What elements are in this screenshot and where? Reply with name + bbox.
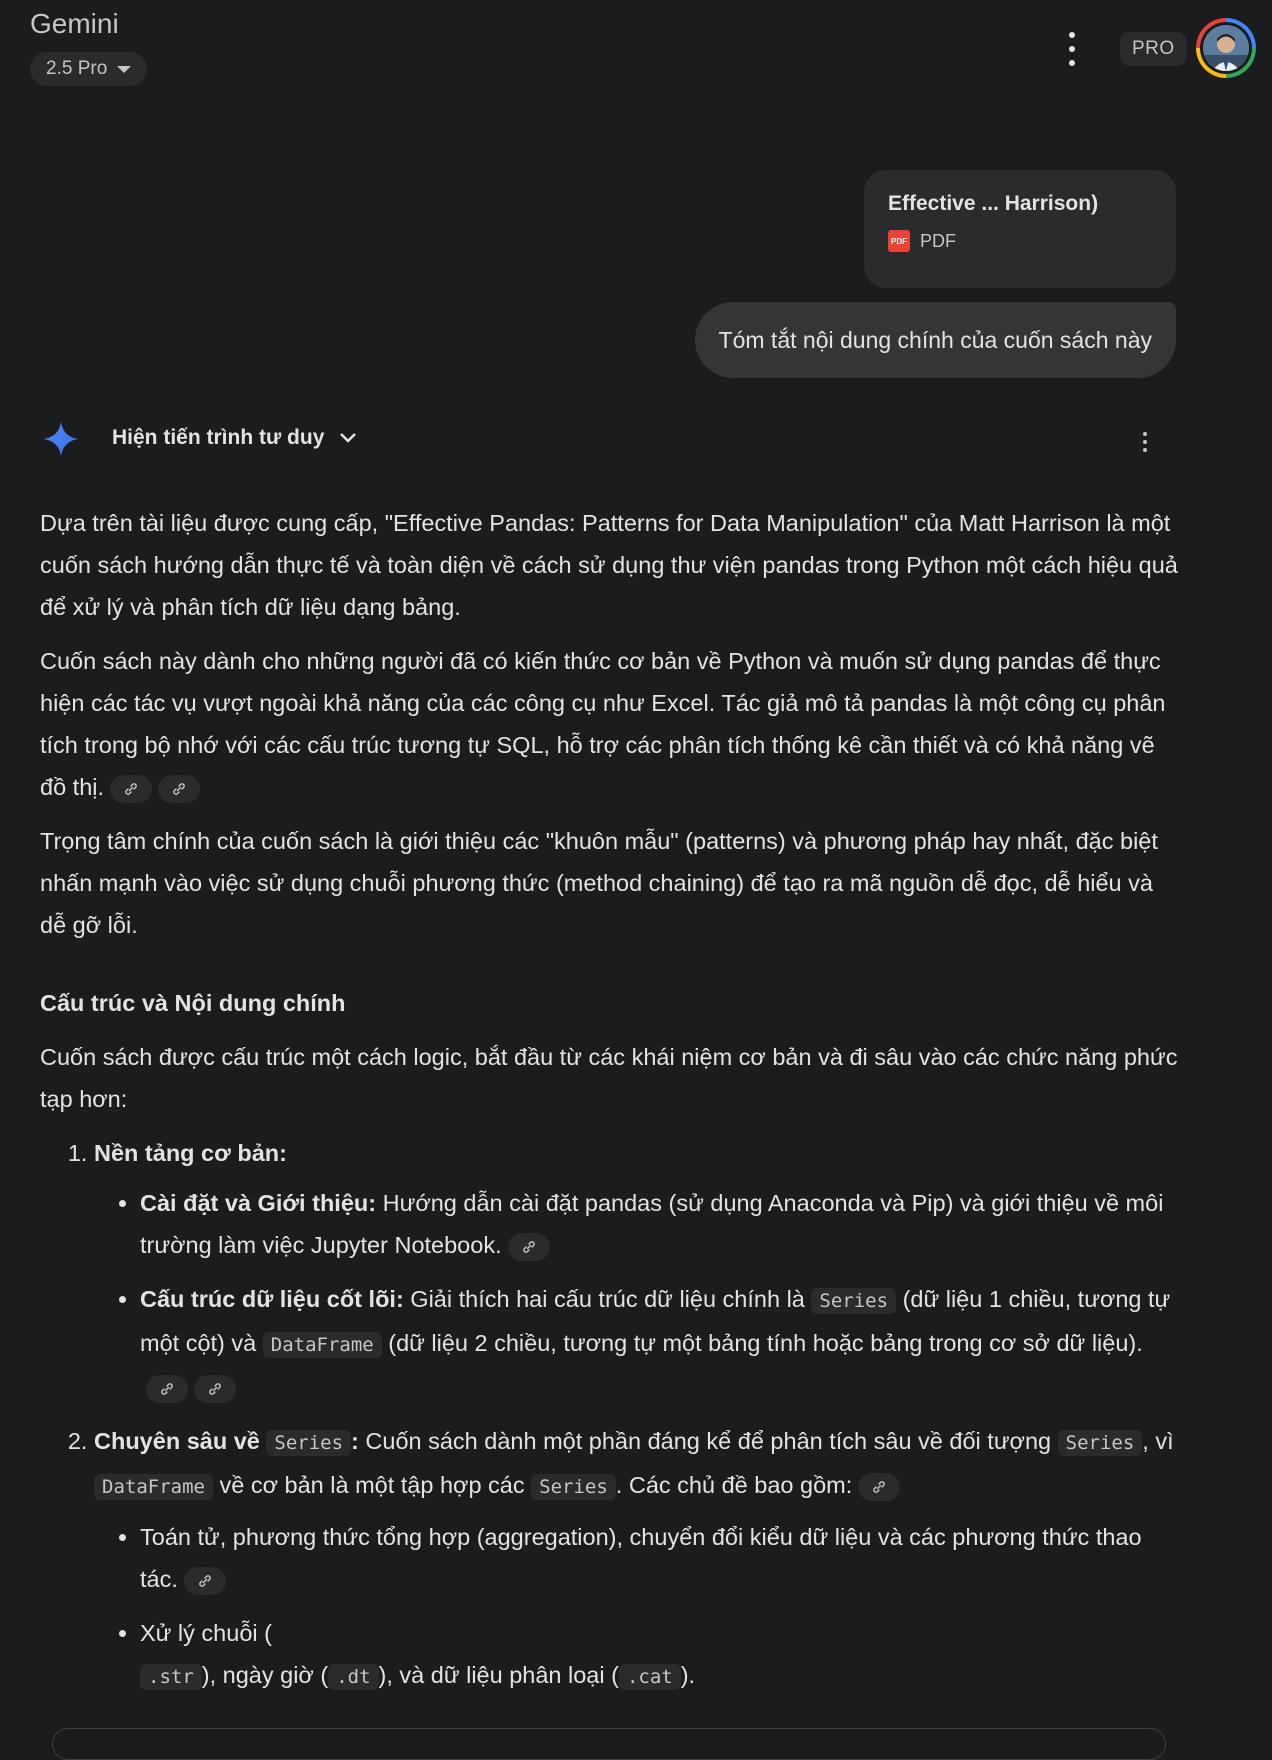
list-item: 2. Chuyên sâu về Series : Cuốn sách dành một phần đáng kể để phân tích sâu về đối tượng Series , vì DataFrame về cơ bản là một tập hợp các Series . Các chủ đề bao gồm: • Toán tử, phương thức tổng hợp (aggregation), chuyển đổi kiểu dữ liệu và các phương thức thao tác. • Xử lý chuỗi ( .str ), ngày giờ ( .dt ), và dữ liệu phân loại ( .cat ). [94,1420,1180,1698]
paragraph-structure: Cuốn sách được cấu trúc một cách logic, bắt đầu từ các khái niệm cơ bản và đi sâu vào các chức năng phức tạp hơn: [40,1044,1178,1112]
avatar[interactable] [1196,18,1256,78]
list-item: • Cấu trúc dữ liệu cốt lõi: Giải thích hai cấu trúc dữ liệu chính là Series (dữ liệu 1 chiều, tương tự một cột) và DataFrame (dữ liệu 2 chiều, tương tự một bảng tính hoặc bảng trong cơ sở dữ liệu). [140,1278,1180,1408]
avatar-photo [1203,25,1249,71]
citation-link-icon[interactable] [146,1375,188,1403]
prompt-input-box[interactable] [52,1728,1166,1760]
citation-link-icon[interactable] [110,775,152,803]
list-item: • Xử lý chuỗi ( .str ), ngày giờ ( .dt ), và dữ liệu phân loại ( .cat ). [140,1612,1180,1698]
paragraph-focus: Trọng tâm chính của cuốn sách là giới thiệu các "khuôn mẫu" (patterns) và phương pháp hay nhất, đặc biệt nhấn mạnh vào việc sử dụng chuỗi phương thức (method chaining) để tạo ra mã nguồn dễ đọc, dễ hiểu và dễ gỡ lỗi. [40,828,1158,938]
attachment-name: Effective ... Harrison) [888,192,1099,215]
caret-down-icon [117,66,131,73]
more-options-icon[interactable] [1062,32,1082,66]
citation-link-icon[interactable] [508,1233,550,1261]
response-content [40,502,1180,1710]
list-item: 1. Nền tảng cơ bản: • Cài đặt và Giới thiệu: Hướng dẫn cài đặt pandas (sử dụng Anaconda và Pip) và giới thiệu về môi trường làm việc Jupyter Notebook. • Cấu trúc dữ liệu cốt lõi: Giải thích hai cấu trúc dữ liệu chính là Series (dữ liệu 1 chiều, tương tự một cột) và DataFrame (dữ liệu 2 chiều, tương tự một bảng tính hoặc bảng trong cơ sở dữ liệu). [94,1132,1180,1408]
chevron-down-icon [338,431,358,445]
section-heading: Cấu trúc và Nội dung chính [40,990,346,1016]
app-title: Gemini [30,8,119,39]
model-label: 2.5 Pro [46,58,108,79]
pro-badge: PRO [1120,32,1187,66]
paragraph-audience: Cuốn sách này dành cho những người đã có kiến thức cơ bản về Python và muốn sử dụng pandas để thực hiện các tác vụ vượt ngoài khả năng của các công cụ như Excel. Tác giả mô tả pandas là một công cụ phân tích trong bộ nhớ với các cấu trúc tương tự SQL, hỗ trợ các phân tích thống kê cần thiết và có khả năng vẽ đồ thị. [40,640,1180,808]
list-item: • Toán tử, phương thức tổng hợp (aggregation), chuyển đổi kiểu dữ liệu và các phương thức thao tác. [140,1516,1180,1600]
user-message: Tóm tắt nội dung chính của cuốn sách này [695,302,1176,378]
response-options-icon[interactable] [1143,432,1149,452]
attachment-type: PDF [920,230,956,251]
citation-link-icon[interactable] [194,1375,236,1403]
citation-link-icon[interactable] [858,1473,900,1501]
paragraph-intro: Dựa trên tài liệu được cung cấp, "Effective Pandas: Patterns for Data Manipulation" của Matt Harrison là một cuốn sách hướng dẫn thực tế và toàn diện về cách sử dụng thư viện pandas trong Python một cách hiệu quả để xử lý và phân tích dữ liệu dạng bảng. [40,510,1178,620]
citation-link-icon[interactable] [158,775,200,803]
show-thinking-toggle[interactable] [112,426,358,450]
list-item: • Cài đặt và Giới thiệu: Hướng dẫn cài đặt pandas (sử dụng Anaconda và Pip) và giới thiệu về môi trường làm việc Jupyter Notebook. [140,1182,1180,1266]
thinking-label: Hiện tiến trình tư duy [112,426,325,449]
structure-list [40,1132,1180,1698]
gemini-spark-icon [42,420,80,458]
model-selector[interactable] [30,52,147,86]
pdf-icon: PDF [888,230,910,252]
citation-link-icon[interactable] [184,1567,226,1595]
attachment-card[interactable] [864,170,1176,288]
